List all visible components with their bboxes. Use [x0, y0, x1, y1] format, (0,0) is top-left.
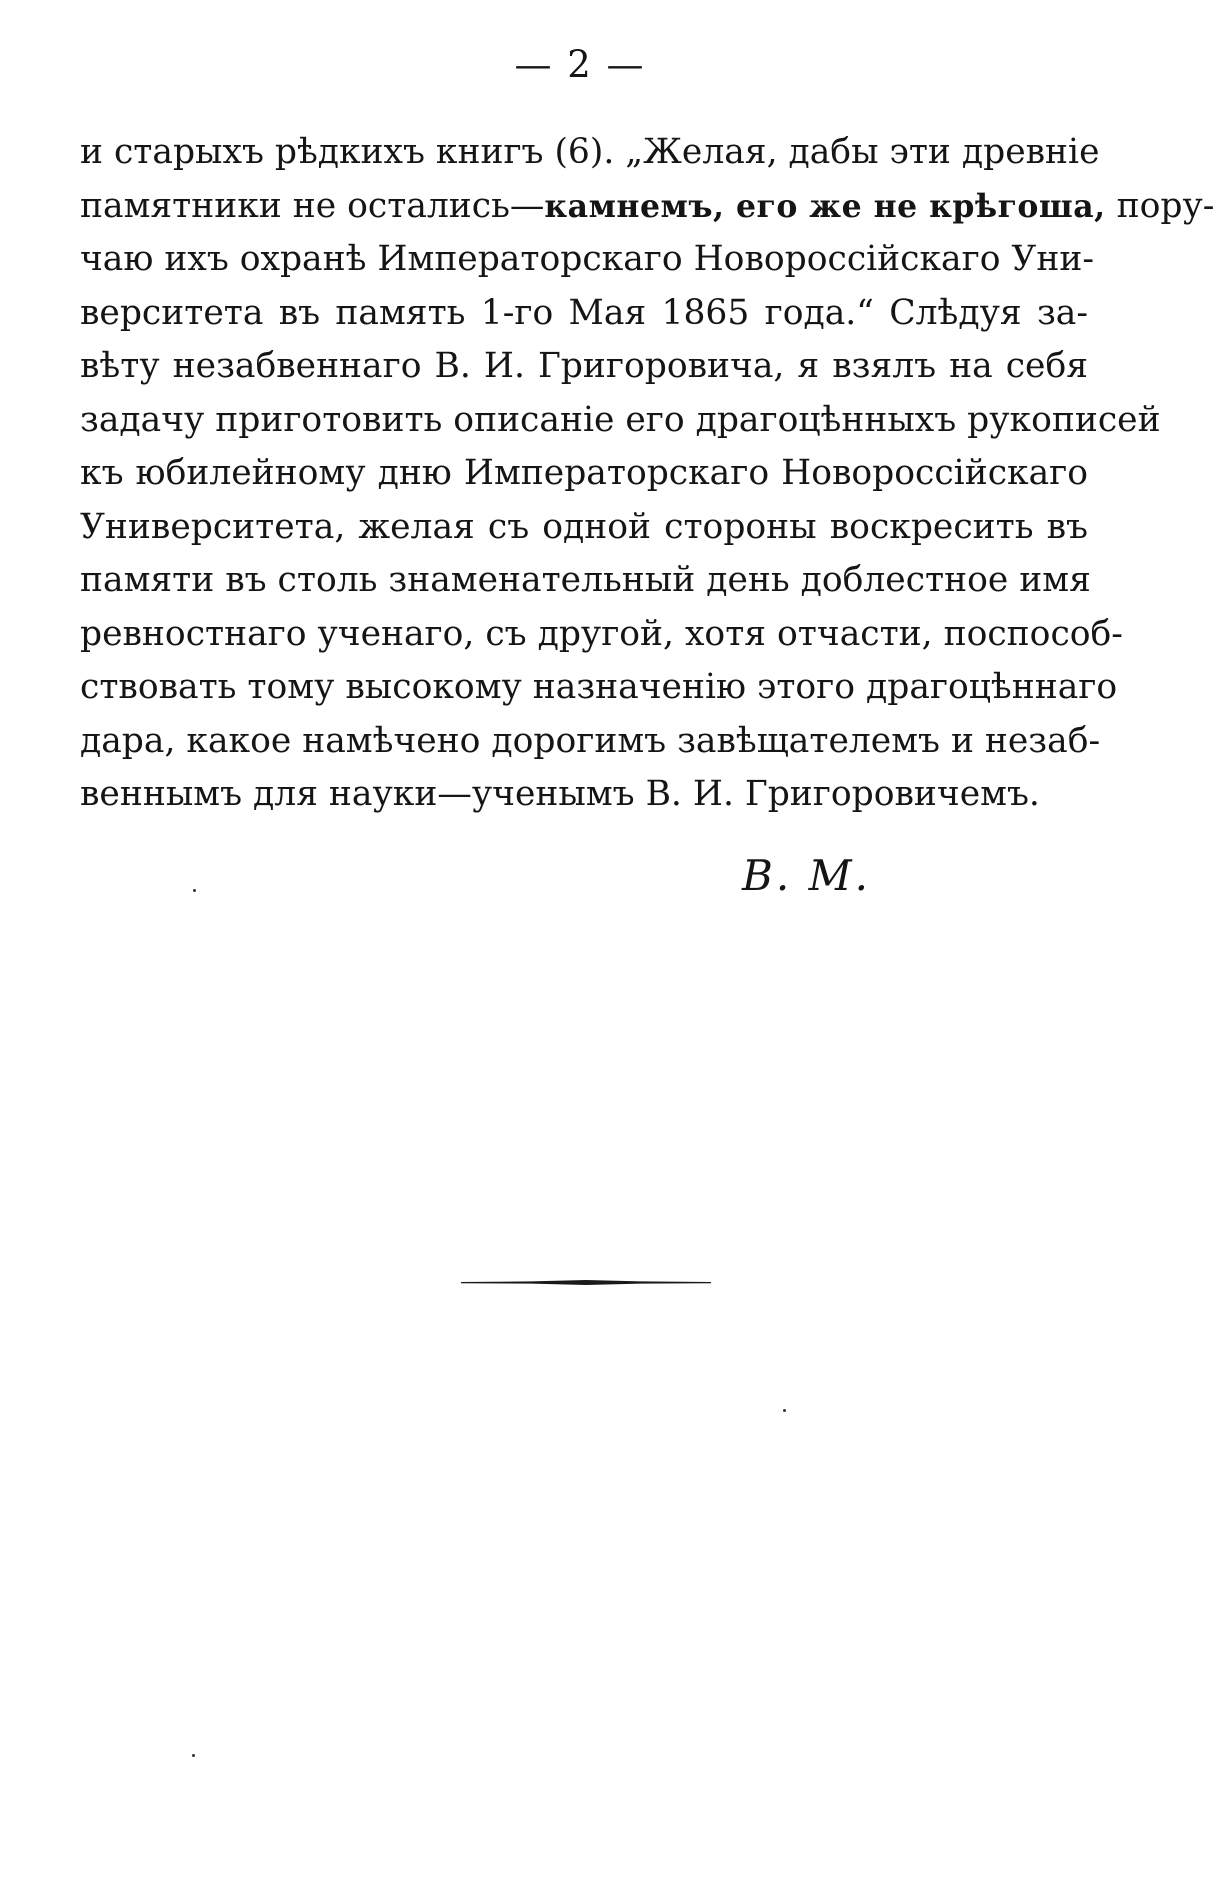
section-divider-rule — [461, 1279, 711, 1286]
print-speck — [193, 889, 196, 892]
text-line-11: ствовать тому высокому назначенію этого драгоцѣннаго — [80, 667, 1118, 707]
text-line-6: задачу приготовить описаніе его драгоцѣнныхъ рукописей — [80, 399, 1161, 440]
body-text — [80, 126, 1214, 822]
text-line-7: къ юбилейному дню Императорскаго Новороссійскаго — [80, 453, 1088, 493]
text-line-9: памяти въ столь знаменательный день доблестное имя — [80, 560, 1091, 600]
text-line-13: веннымъ для науки—ученымъ В. И. Григоровичемъ. — [80, 774, 1040, 814]
text-line-2 — [80, 180, 1214, 234]
text-line-10: ревностнаго ученаго, съ другой, хотя отчасти, поспособ- — [80, 613, 1123, 654]
author-signature: В. М. — [742, 851, 871, 900]
text-line-12: дара, какое намѣчено дорогимъ завѣщателемъ и незаб- — [80, 720, 1101, 761]
print-speck — [783, 1409, 786, 1412]
emphasized-phrase: камнемъ, его же не крѣгоша, — [544, 187, 1106, 225]
text-line-8: Университета, желая съ одной стороны воскресить въ — [80, 506, 1088, 547]
print-speck — [192, 1754, 195, 1757]
text-line-5: вѣту незабвеннаго В. И. Григоровича, я взялъ на себя — [80, 346, 1088, 386]
text-line-2-start: памятники не остались— — [80, 185, 545, 226]
text-line-2-end: пору- — [1105, 185, 1214, 226]
text-line-4: верситета въ память 1-го Мая 1865 года.“ Слѣдуя за- — [80, 292, 1088, 333]
text-line-3: чаю ихъ охранѣ Императорскаго Новороссійскаго Уни- — [80, 239, 1095, 279]
page-number: — 2 — — [514, 43, 646, 86]
text-line-1: и старыхъ рѣдкихъ книгъ (6). „Желая, дабы эти древніе — [80, 132, 1100, 172]
